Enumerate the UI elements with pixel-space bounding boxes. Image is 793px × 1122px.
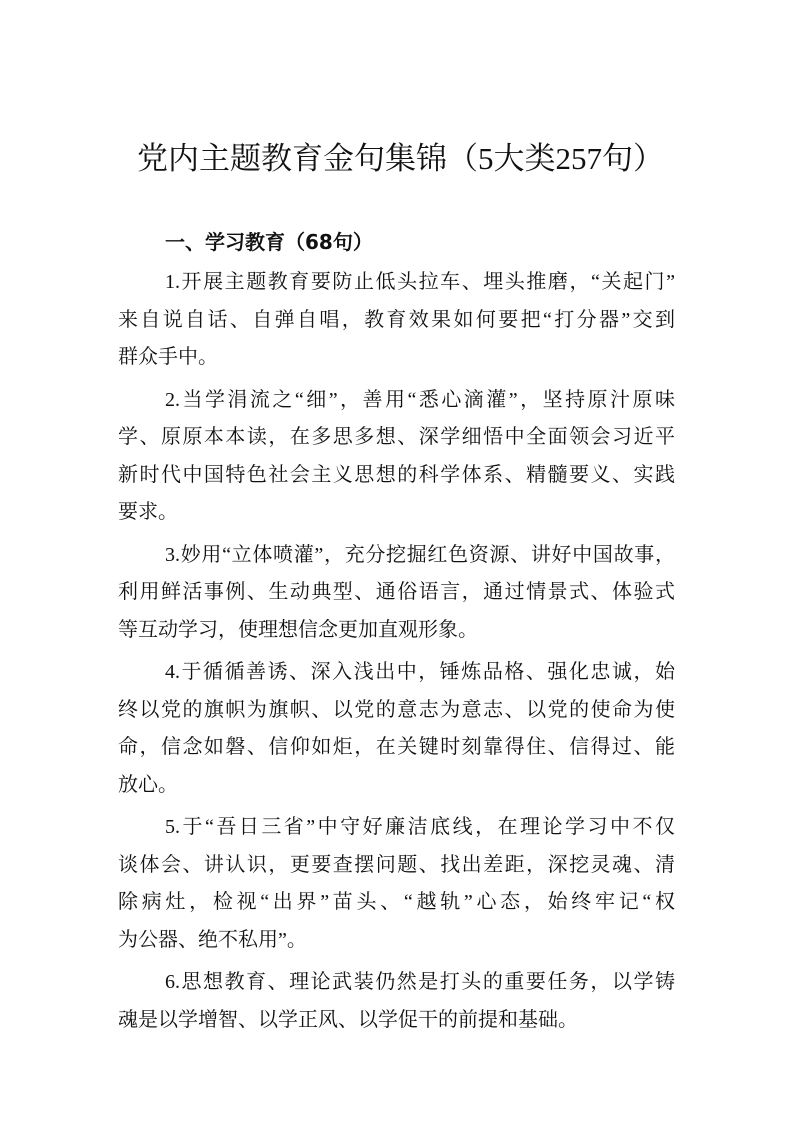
paragraph-line: 群众手中。 (118, 346, 218, 368)
paragraph (118, 809, 675, 959)
paragraph-line: 终以党的旗帜为旗帜、以党的意志为意志、以党的使命为使 (118, 698, 675, 721)
paragraph-line: 新时代中国特色社会主义思想的科学体系、精髓要义、实践 (118, 463, 675, 486)
paragraph-line: 为公器、绝不私用”。 (118, 928, 307, 951)
paragraph-line: 除病灶，检视“出界”苗头、“越轨”心态，始终牢记“权 (118, 891, 675, 913)
paragraph-line: 4.于循循善诱、深入浅出中，锤炼品格、强化忠诚，始 (165, 661, 675, 683)
paragraph-line: 放心。 (118, 773, 178, 796)
paragraph-line: 来自说自话、自弹自唱，教育效果如何要把“打分器”交到 (118, 308, 675, 331)
paragraph-line: 学、原原本本读，在多思多想、深学细悟中全面领会习近平 (118, 426, 675, 448)
section-heading: 一、学习教育（68句） (165, 230, 373, 254)
paragraph (118, 654, 675, 804)
paragraph-line: 1.开展主题教育要防止低头拉车、埋头推磨，“关起门” (165, 271, 675, 293)
paragraph-line: 2.当学涓流之“细”，善用“悉心滴灌”，坚持原汁原味 (165, 388, 675, 411)
document-body (118, 264, 675, 1044)
paragraph-line: 3.妙用“立体喷灌”，充分挖掘红色资源、讲好中国故事， (165, 543, 675, 566)
paragraph-line: 魂是以学增智、以学正风、以学促干的前提和基础。 (118, 1008, 578, 1031)
paragraph (118, 537, 675, 650)
paragraph-line: 要求。 (118, 501, 178, 523)
paragraph (118, 382, 675, 532)
paragraph-line: 谈体会、讲认识，更要查摆问题、找出差距，深挖灵魂、清 (118, 853, 675, 876)
paragraph-line: 等互动学习，使理想信念更加直观形象。 (118, 618, 478, 641)
paragraph-line: 利用鲜活事例、生动典型、通俗语言，通过情景式、体验式 (118, 581, 675, 603)
paragraph (118, 964, 675, 1039)
paragraph-line: 5.于“吾日三省”中守好廉洁底线，在理论学习中不仅 (165, 816, 675, 838)
paragraph-line: 命，信念如磐、信仰如炬，在关键时刻靠得住、信得过、能 (118, 736, 675, 758)
paragraph-line: 6.思想教育、理论武装仍然是打头的重要任务，以学铸 (165, 971, 675, 993)
paragraph (118, 264, 675, 377)
document-title: 党内主题教育金句集锦（5大类257句） (137, 141, 664, 176)
